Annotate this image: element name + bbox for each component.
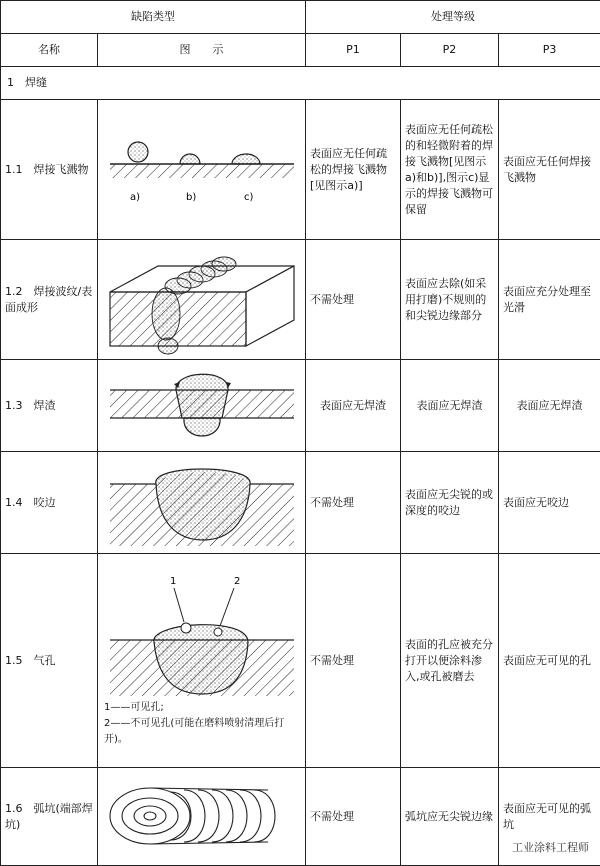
defect-name: 1.2 焊接波纹/表面成形 xyxy=(1,240,98,360)
p2-text: 表面应去除(如采用打磨)不规则的和尖锐边缘部分 xyxy=(401,240,499,360)
p1-text: 不需处理 xyxy=(306,554,401,768)
p2-text: 表面应无任何疏松的和轻微附着的焊接飞溅物[见图示a)和b)],图示c)显示的焊接飞溅物可保留 xyxy=(401,100,499,240)
p2-text: 表面的孔应被充分打开以便涂料渗入,或孔被磨去 xyxy=(401,554,499,768)
table-row xyxy=(1,240,600,360)
header-defect-type: 缺陷类型 xyxy=(1,1,306,34)
section-row xyxy=(1,67,600,100)
p2-text: 弧坑应无尖锐边缘 xyxy=(401,768,499,866)
header-treatment-grade: 处理等级 xyxy=(306,1,600,34)
p1-text: 表面应无任何疏松的焊接飞溅物[见图示a)] xyxy=(306,100,401,240)
figure-undercut xyxy=(98,452,306,554)
defect-name: 1.5 气孔 xyxy=(1,554,98,768)
header-name: 名称 xyxy=(1,34,98,67)
defect-name: 1.6 弧坑(端部焊坑) xyxy=(1,768,98,866)
header-figure: 图 示 xyxy=(98,34,306,67)
fig-label-c: c) xyxy=(244,192,253,203)
fig-label-a: a) xyxy=(130,192,140,203)
p3-text: 表面应无焊渣 xyxy=(499,360,600,452)
figure-porosity xyxy=(98,554,306,768)
header-row-2 xyxy=(1,34,600,67)
defect-name: 1.3 焊渣 xyxy=(1,360,98,452)
figure-slag xyxy=(98,360,306,452)
figure-weld-ripple xyxy=(98,240,306,360)
table-row xyxy=(1,554,600,768)
defect-name: 1.4 咬边 xyxy=(1,452,98,554)
figure-spatter xyxy=(98,100,306,240)
header-p1: P1 xyxy=(306,34,401,67)
p2-text: 表面应无焊渣 xyxy=(401,360,499,452)
fig-label-b: b) xyxy=(186,192,196,203)
p3-text: 表面应无可见的孔 xyxy=(499,554,600,768)
table-row xyxy=(1,452,600,554)
table-row xyxy=(1,360,600,452)
p3-text: 表面应充分处理至光滑 xyxy=(499,240,600,360)
p2-text: 表面应无尖锐的或深度的咬边 xyxy=(401,452,499,554)
p1-text: 表面应无焊渣 xyxy=(306,360,401,452)
header-p3: P3 xyxy=(499,34,600,67)
header-p2: P2 xyxy=(401,34,499,67)
section-title: 1 焊缝 xyxy=(1,67,600,100)
fig-note-2: 2——不可见孔(可能在磨料喷射清理后打开)。 xyxy=(104,716,299,748)
fig-note-1: 1——可见孔; xyxy=(104,700,299,716)
p1-text: 不需处理 xyxy=(306,240,401,360)
figure-crater xyxy=(98,768,306,866)
p3-text: 表面应无任何焊接飞溅物 xyxy=(499,100,600,240)
watermark: 工业涂料工程师 xyxy=(509,838,592,856)
p3-text: 表面应无咬边 xyxy=(499,452,600,554)
p3-text: 表面应无可见的弧坑 xyxy=(499,768,600,866)
defect-name: 1.1 焊接飞溅物 xyxy=(1,100,98,240)
p1-text: 不需处理 xyxy=(306,768,401,866)
fig-label-1: 1 xyxy=(170,576,176,587)
header-row-1 xyxy=(1,1,600,34)
table-row xyxy=(1,100,600,240)
fig-label-2: 2 xyxy=(234,576,240,587)
p1-text: 不需处理 xyxy=(306,452,401,554)
